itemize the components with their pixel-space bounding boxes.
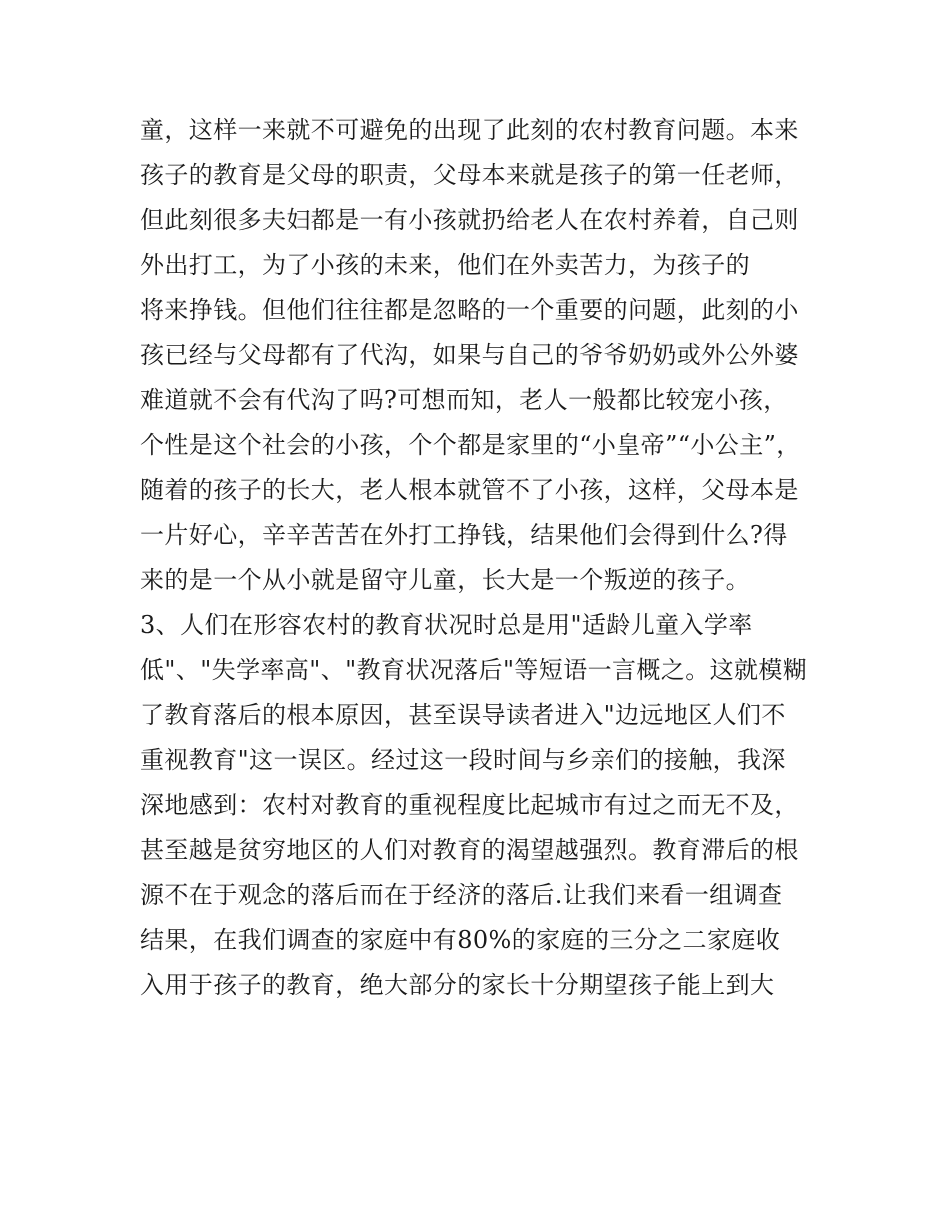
text-line: 入用于孩子的教育，绝大部分的家长十分期望孩子能上到大 [140,971,775,999]
text-line: 孩子的教育是父母的职责，父母本来就是孩子的第一任老师， [140,161,799,189]
text-line: 一片好心，辛辛苦苦在外打工挣钱，结果他们会得到什么?得 [140,521,788,549]
text-line: 个性是这个社会的小孩，个个都是家里的“小皇帝”“小公主”， [140,431,801,459]
text-line: 甚至越是贫穷地区的人们对教育的渴望越强烈。教育滞后的根 [140,836,799,864]
text-line: 3、人们在形容农村的教育状况时总是用"适龄儿童入学率 [140,611,753,639]
text-line: 来的是一个从小就是留守儿童，长大是一个叛逆的孩子。 [140,566,750,594]
text-line: 低"、"失学率高"、"教育状况落后"等短语一言概之。这就模糊 [140,656,808,684]
text-line: 难道就不会有代沟了吗?可想而知，老人一般都比较宠小孩， [140,386,788,414]
text-line: 深地感到：农村对教育的重视程度比起城市有过之而无不及， [140,791,799,819]
text-line: 结果，在我们调查的家庭中有80%的家庭的三分之二家庭收 [140,926,781,954]
text-line: 将来挣钱。但他们往往都是忽略的一个重要的问题，此刻的小 [140,296,799,324]
body-text [140,108,820,1008]
text-line: 源不在于观念的落后而在于经济的落后.让我们来看一组调查 [140,881,783,909]
text-line: 外出打工，为了小孩的未来，他们在外卖苦力，为孩子的 [140,251,750,279]
text-line: 随着的孩子的长大，老人根本就管不了小孩，这样，父母本是 [140,476,799,504]
text-line: 重视教育"这一误区。经过这一段时间与乡亲们的接触，我深 [140,746,786,774]
text-line: 童，这样一来就不可避免的出现了此刻的农村教育问题。本来 [140,116,799,144]
text-line: 了教育落后的根本原因，甚至误导读者进入"边远地区人们不 [140,701,786,729]
text-line: 但此刻很多夫妇都是一有小孩就扔给老人在农村养着，自己则 [140,206,799,234]
text-line: 孩已经与父母都有了代沟，如果与自己的爷爷奶奶或外公外婆 [140,341,799,369]
